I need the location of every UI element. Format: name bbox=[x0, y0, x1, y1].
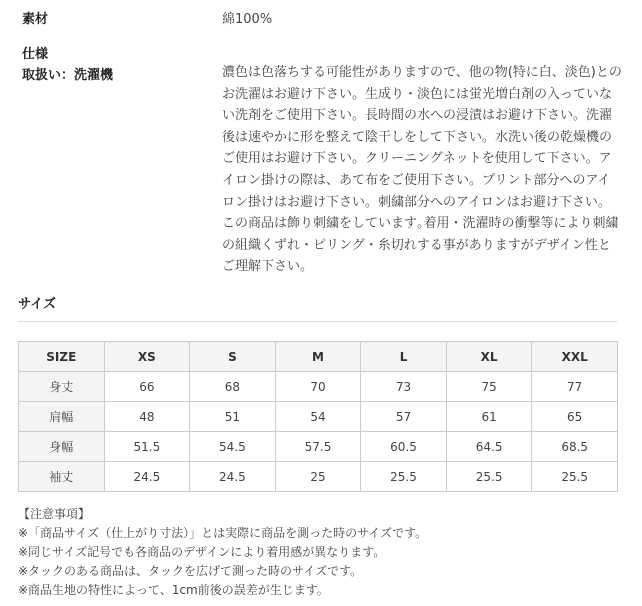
note-item: ※タックのある商品は、タックを広げて測った時のサイズです。 bbox=[18, 564, 363, 578]
size-section-title: サイズ bbox=[18, 297, 56, 312]
table-cell: 51.5 bbox=[104, 432, 190, 462]
table-cell: 25 bbox=[275, 462, 361, 492]
size-header-cell: M bbox=[275, 342, 361, 372]
table-cell: 68 bbox=[190, 372, 276, 402]
table-row bbox=[19, 432, 618, 462]
table-row bbox=[19, 402, 618, 432]
row-label: 袖丈 bbox=[19, 462, 105, 492]
notes-block bbox=[18, 505, 427, 600]
table-cell: 51 bbox=[190, 402, 276, 432]
table-cell: 54 bbox=[275, 402, 361, 432]
table-cell: 77 bbox=[532, 372, 618, 402]
size-header-cell: XXL bbox=[532, 342, 618, 372]
size-table-header-row bbox=[19, 342, 618, 372]
table-cell: 24.5 bbox=[190, 462, 276, 492]
table-cell: 60.5 bbox=[361, 432, 447, 462]
row-label: 肩幅 bbox=[19, 402, 105, 432]
table-cell: 66 bbox=[104, 372, 190, 402]
table-cell: 61 bbox=[446, 402, 532, 432]
size-header-cell: S bbox=[190, 342, 276, 372]
row-label: 身幅 bbox=[19, 432, 105, 462]
table-cell: 70 bbox=[275, 372, 361, 402]
spec-label: 仕様 bbox=[22, 47, 49, 62]
table-cell: 54.5 bbox=[190, 432, 276, 462]
table-cell: 24.5 bbox=[104, 462, 190, 492]
table-row bbox=[19, 372, 618, 402]
table-cell: 75 bbox=[446, 372, 532, 402]
material-value: 綿100% bbox=[222, 12, 273, 27]
size-table bbox=[18, 341, 618, 492]
size-header-cell: SIZE bbox=[19, 342, 105, 372]
row-label: 身丈 bbox=[19, 372, 105, 402]
table-cell: 48 bbox=[104, 402, 190, 432]
care-instructions: 濃色は色落ちする可能性がありますので、他の物(特に白、淡色)とのお洗濯はお避け下さい。生成り・淡色には蛍光増白剤の入っていない洗剤をご使用下さい。長時間の水への浸漬はお避け下さい。洗濯後は速やかに形を整えて陰干しをして下さい。水洗い後の乾燥機のご使用はお避け下さい。クリーニングネットを使用して下さい。アイロン掛けの際は、あて布をご使用下さい。プリント部分へのアイロン掛けはお避け下さい。刺繍部分へのアイロンはお避け下さい。この商品は飾り刺繍をしています｡着用・洗濯時の衝撃等により刺繍の組織くずれ・ピリング・糸切れする事がありますがデザイン性とご理解下さい。 bbox=[222, 65, 622, 275]
size-header-cell: L bbox=[361, 342, 447, 372]
size-header-cell: XL bbox=[446, 342, 532, 372]
table-cell: 68.5 bbox=[532, 432, 618, 462]
table-cell: 73 bbox=[361, 372, 447, 402]
note-item: ※「商品サイズ（仕上がり寸法）」とは実際に商品を測った時のサイズです。 bbox=[18, 526, 428, 540]
note-item: ※同じサイズ記号でも各商品のデザインにより着用感が異なります。 bbox=[18, 545, 386, 559]
note-item: ※商品生地の特性によって、1cm前後の誤差が生じます。 bbox=[18, 583, 329, 597]
size-header-cell: XS bbox=[104, 342, 190, 372]
table-cell: 57 bbox=[361, 402, 447, 432]
table-cell: 25.5 bbox=[361, 462, 447, 492]
table-row bbox=[19, 462, 618, 492]
section-divider bbox=[18, 321, 618, 322]
material-label: 素材 bbox=[22, 12, 49, 27]
notes-title: 【注意事項】 bbox=[18, 507, 91, 521]
table-cell: 25.5 bbox=[532, 462, 618, 492]
table-cell: 57.5 bbox=[275, 432, 361, 462]
table-cell: 65 bbox=[532, 402, 618, 432]
care-label: 取扱い：洗濯機 bbox=[22, 68, 114, 83]
table-cell: 25.5 bbox=[446, 462, 532, 492]
table-cell: 64.5 bbox=[446, 432, 532, 462]
